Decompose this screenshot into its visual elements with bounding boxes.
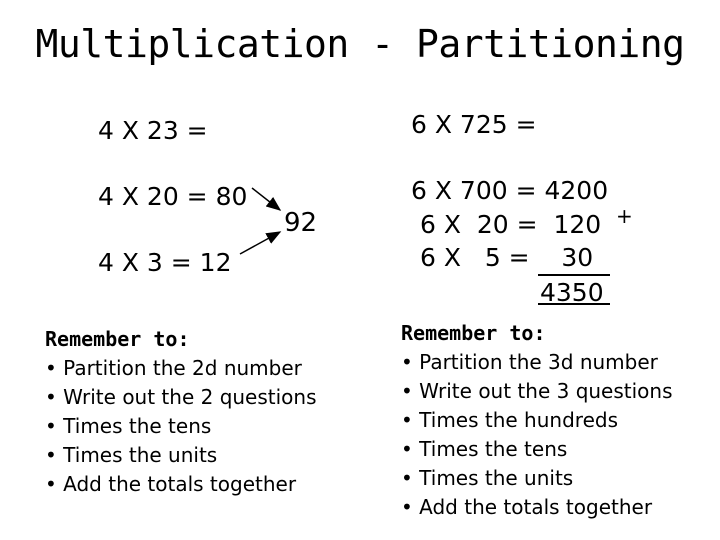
right-reminder-item: • Times the hundreds <box>401 408 618 432</box>
right-question: 6 X 725 = <box>411 110 537 139</box>
arrow-from-step-tens <box>252 188 280 210</box>
right-reminders <box>401 319 701 522</box>
right-step-units: 6 X 5 = 30 <box>420 243 594 272</box>
right-reminder-heading: Remember to: <box>401 321 546 345</box>
right-reminder-item: • Times the tens <box>401 437 568 461</box>
left-reminders <box>45 325 365 499</box>
left-step-units: 4 X 3 = 12 <box>98 248 232 277</box>
arrow-from-step-units <box>240 232 280 254</box>
left-reminder-item: • Times the units <box>45 443 218 467</box>
right-step-hundreds: 6 X 700 = 4200 <box>411 176 609 205</box>
left-reminder-heading: Remember to: <box>45 327 190 351</box>
right-reminder-item: • Partition the 3d number <box>401 350 658 374</box>
page-title: Multiplication - Partitioning <box>35 22 685 66</box>
left-total: 92 <box>284 208 318 238</box>
right-reminder-item: • Times the units <box>401 466 574 490</box>
left-reminder-item: • Write out the 2 questions <box>45 385 317 409</box>
right-reminder-item: • Write out the 3 questions <box>401 379 673 403</box>
left-reminder-item: • Partition the 2d number <box>45 356 302 380</box>
left-question: 4 X 23 = <box>98 116 208 145</box>
right-total: 4350 <box>540 278 604 307</box>
plus-sign: + <box>616 204 633 228</box>
left-reminder-item: • Times the tens <box>45 414 212 438</box>
right-reminder-item: • Add the totals together <box>401 495 653 519</box>
left-reminder-item: • Add the totals together <box>45 472 297 496</box>
left-step-tens: 4 X 20 = 80 <box>98 182 248 211</box>
right-step-tens: 6 X 20 = 120 <box>420 210 602 239</box>
